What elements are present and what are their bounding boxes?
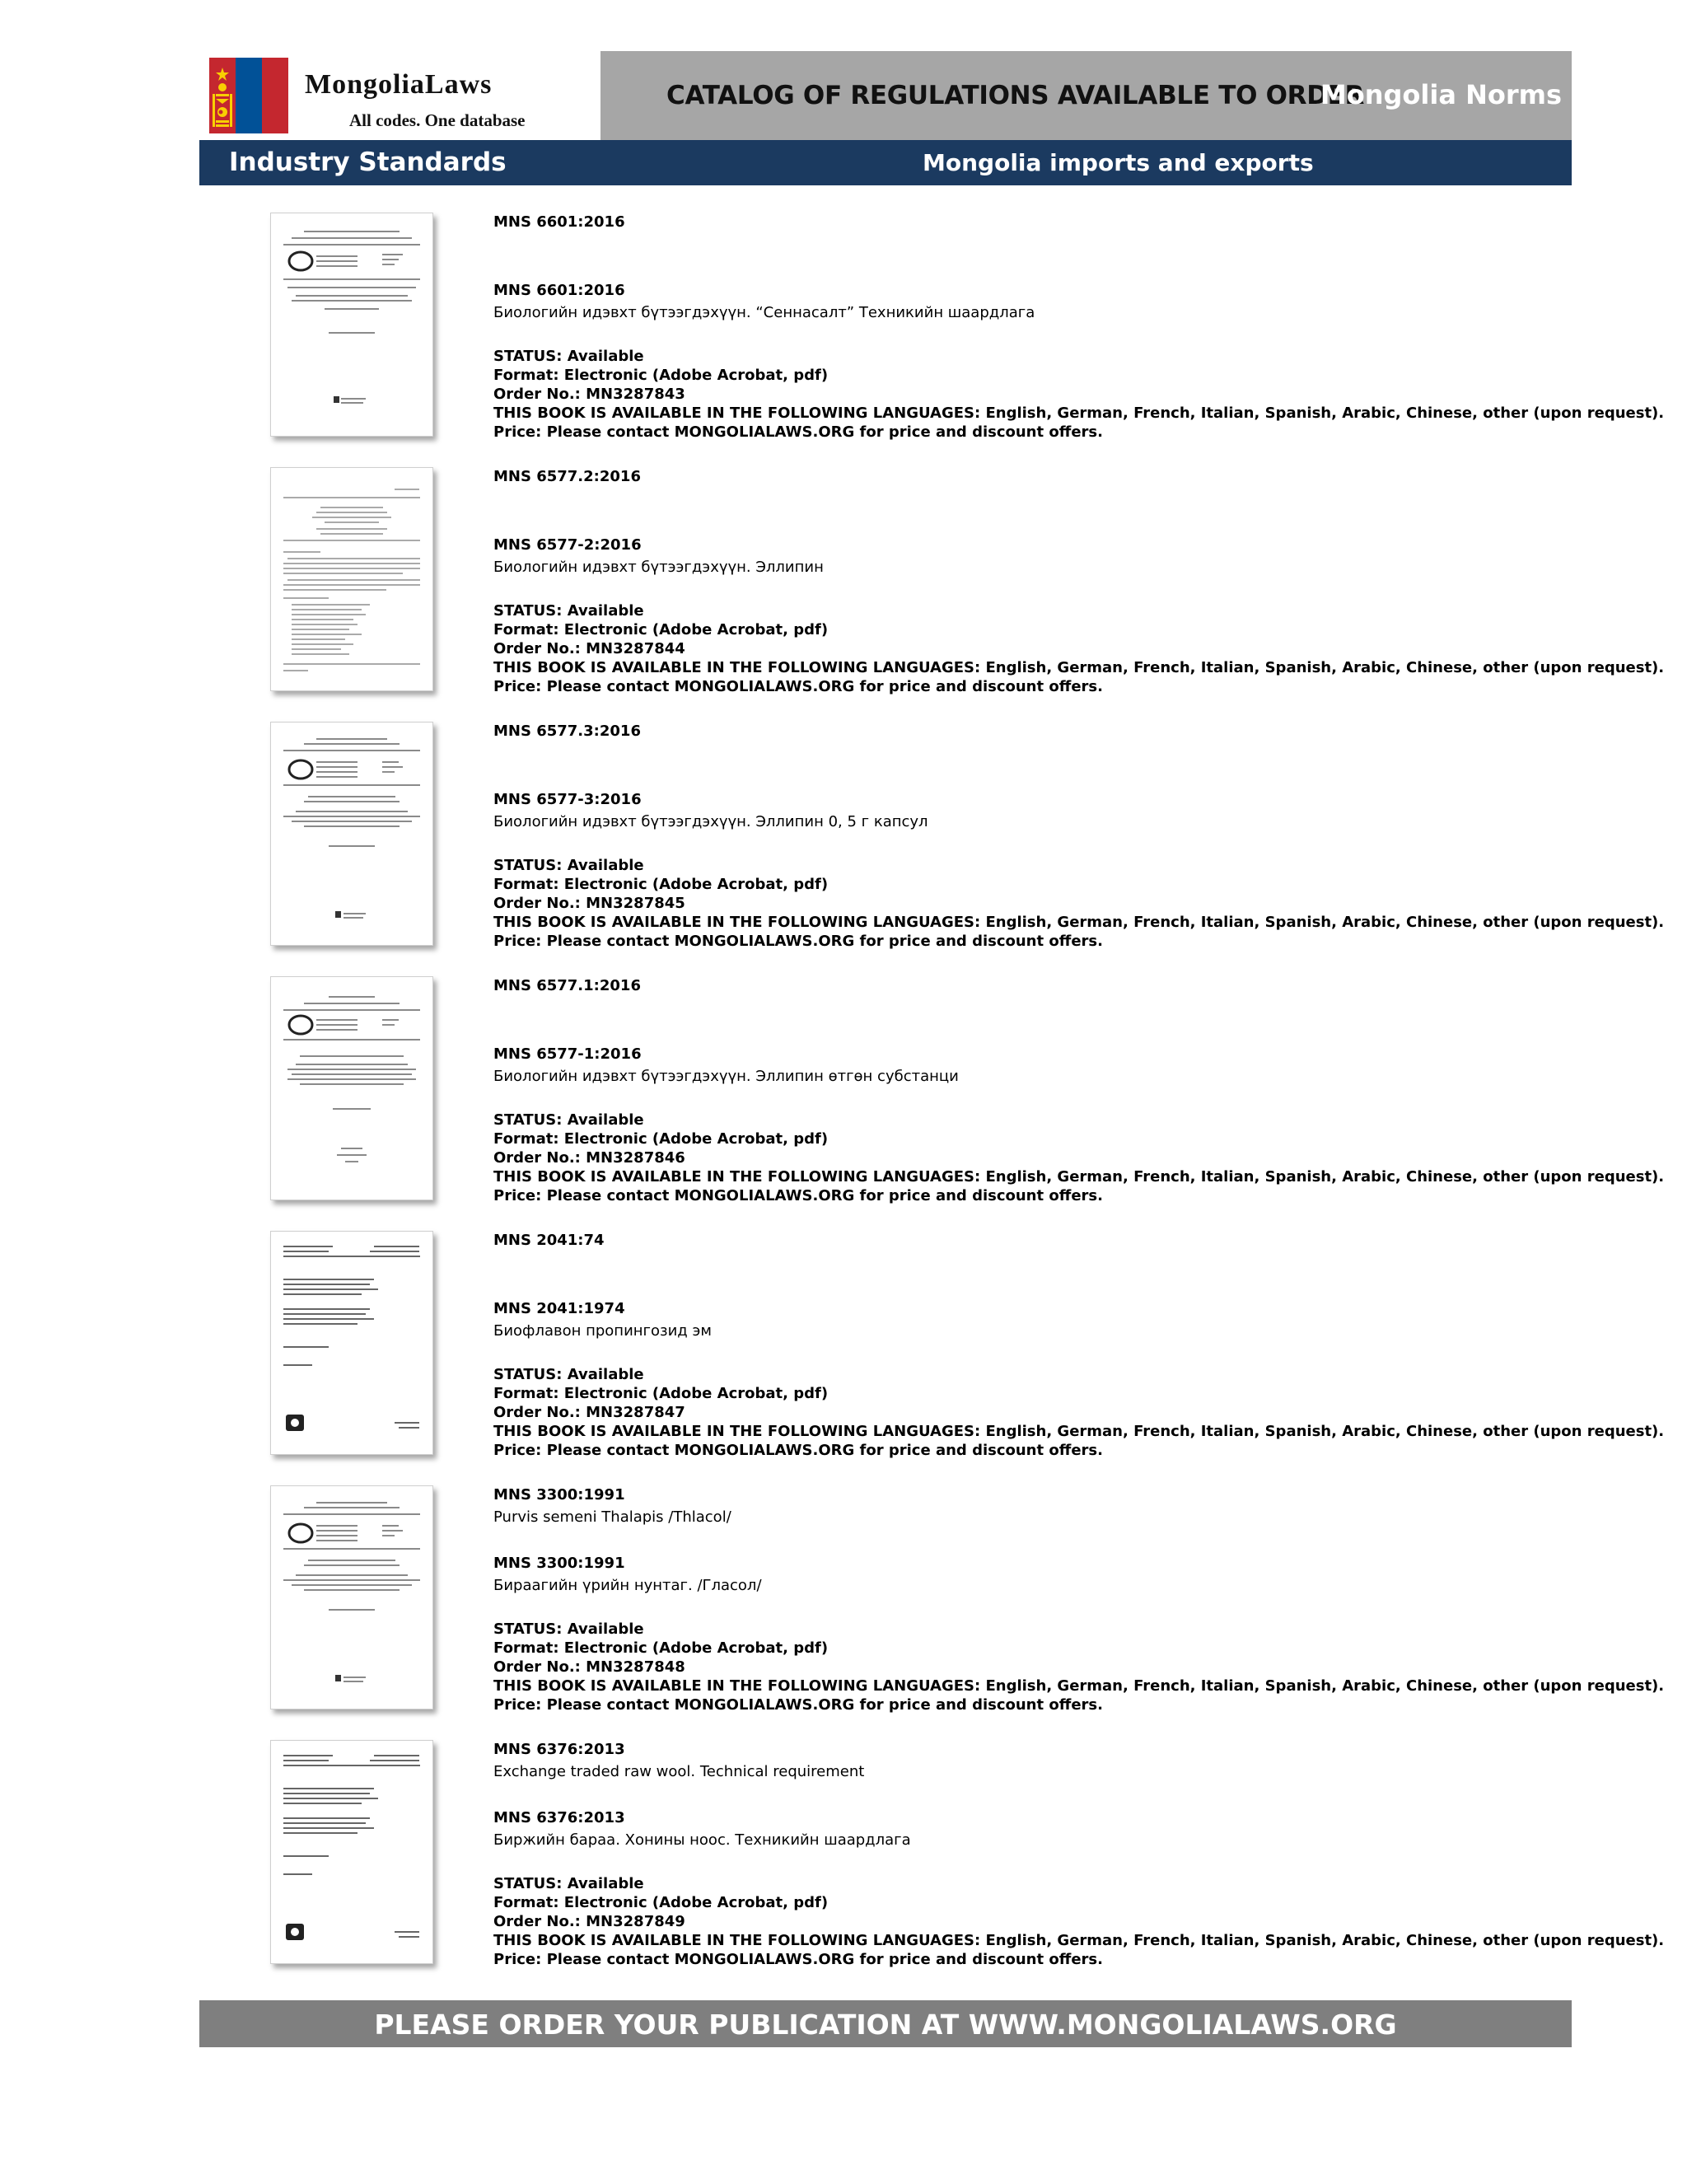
catalog-title: CATALOG OF REGULATIONS AVAILABLE TO ORDER: [666, 81, 1365, 110]
entry-meta: [493, 1874, 1664, 1969]
status-text: STATUS: Available: [493, 1366, 644, 1383]
logo-subtitle: All codes. One database: [349, 110, 526, 130]
entry-meta: [493, 347, 1664, 442]
languages-text: THIS BOOK IS AVAILABLE IN THE FOLLOWING LANGUAGES: English, German, French, Italian, Spanish, Arabic, Chinese, other (upon request).: [493, 1677, 1665, 1695]
status-text: STATUS: Available: [493, 348, 644, 365]
languages-text: THIS BOOK IS AVAILABLE IN THE FOLLOWING LANGUAGES: English, German, French, Italian, Spanish, Arabic, Chinese, other (upon request).: [493, 1932, 1665, 1949]
price-text: Price: Please contact MONGOLIALAWS.ORG for price and discount offers.: [493, 1187, 1103, 1204]
standard-code: MNS 6376:2013: [493, 1741, 625, 1758]
entry-meta: [493, 1365, 1664, 1460]
standard-description: Биологийн идэвхт бүтээгдэхүүн. “Сеннасалт” Техникийн шаардлага: [493, 304, 1035, 321]
order-number: Order No.: MN3287846: [493, 1149, 685, 1167]
standard-code: MNS 2041:74: [493, 1232, 605, 1249]
standard-code-secondary: MNS 6577-2:2016: [493, 536, 642, 554]
order-number: Order No.: MN3287845: [493, 895, 685, 912]
format-text: Format: Electronic (Adobe Acrobat, pdf): [493, 367, 829, 384]
order-number: Order No.: MN3287848: [493, 1658, 685, 1676]
standard-description: Биологийн идэвхт бүтээгдэхүүн. Эллипин өтгөн субстанци: [493, 1068, 959, 1085]
order-number: Order No.: MN3287843: [493, 386, 685, 403]
languages-text: THIS BOOK IS AVAILABLE IN THE FOLLOWING LANGUAGES: English, German, French, Italian, Spanish, Arabic, Chinese, other (upon request).: [493, 659, 1665, 676]
format-text: Format: Electronic (Adobe Acrobat, pdf): [493, 876, 829, 893]
status-text: STATUS: Available: [493, 1620, 644, 1638]
order-number: Order No.: MN3287849: [493, 1913, 685, 1930]
status-text: STATUS: Available: [493, 1875, 644, 1892]
entry-meta: [493, 856, 1664, 951]
standard-code-secondary: MNS 6577-1:2016: [493, 1045, 642, 1063]
standard-code: MNS 6577.2:2016: [493, 468, 641, 485]
order-number: Order No.: MN3287844: [493, 640, 685, 657]
order-footer-banner[interactable]: [199, 2000, 1572, 2047]
price-text: Price: Please contact MONGOLIALAWS.ORG for price and discount offers.: [493, 1951, 1103, 1968]
brand-right: Mongolia Norms: [1320, 79, 1562, 110]
standard-subtitle: Purvis semeni Thalapis /Thlacol/: [493, 1508, 731, 1526]
entry-meta: [493, 601, 1664, 696]
standard-code: MNS 6601:2016: [493, 213, 625, 231]
document-page-icon: [271, 1486, 432, 1709]
document-cover-thumbnail[interactable]: [270, 467, 433, 691]
status-text: STATUS: Available: [493, 857, 644, 874]
languages-text: THIS BOOK IS AVAILABLE IN THE FOLLOWING LANGUAGES: English, German, French, Italian, Spanish, Arabic, Chinese, other (upon request).: [493, 1168, 1665, 1186]
standard-code-secondary: MNS 6577-3:2016: [493, 791, 642, 808]
price-text: Price: Please contact MONGOLIALAWS.ORG for price and discount offers.: [493, 1696, 1103, 1714]
category-label: Industry Standards: [229, 147, 507, 177]
languages-text: THIS BOOK IS AVAILABLE IN THE FOLLOWING LANGUAGES: English, German, French, Italian, Spanish, Arabic, Chinese, other (upon request).: [493, 1423, 1665, 1440]
list-item: [0, 1485, 1687, 1733]
standard-code-secondary: MNS 6601:2016: [493, 282, 625, 299]
format-text: Format: Electronic (Adobe Acrobat, pdf): [493, 621, 829, 638]
logo-title: MongoliaLaws: [305, 69, 493, 100]
languages-text: THIS BOOK IS AVAILABLE IN THE FOLLOWING LANGUAGES: English, German, French, Italian, Spanish, Arabic, Chinese, other (upon request).: [493, 405, 1665, 422]
standard-code-secondary: MNS 2041:1974: [493, 1300, 625, 1317]
price-text: Price: Please contact MONGOLIALAWS.ORG for price and discount offers.: [493, 1442, 1103, 1459]
document-page-icon: [271, 1232, 432, 1454]
price-text: Price: Please contact MONGOLIALAWS.ORG for price and discount offers.: [493, 678, 1103, 695]
document-cover-thumbnail[interactable]: [270, 1740, 433, 1964]
price-text: Price: Please contact MONGOLIALAWS.ORG for price and discount offers.: [493, 423, 1103, 441]
document-page-icon: [271, 1741, 432, 1963]
entry-meta: [493, 1111, 1664, 1205]
entry-meta: [493, 1620, 1664, 1714]
standard-code-secondary: MNS 3300:1991: [493, 1555, 625, 1572]
order-number: Order No.: MN3287847: [493, 1404, 685, 1421]
standard-code: MNS 6577.3:2016: [493, 723, 641, 740]
document-cover-thumbnail[interactable]: [270, 1485, 433, 1709]
document-cover-thumbnail[interactable]: [270, 722, 433, 946]
standard-code: MNS 3300:1991: [493, 1486, 625, 1504]
page-header: [199, 51, 1572, 140]
document-page-icon: [271, 213, 432, 436]
document-cover-thumbnail[interactable]: [270, 1231, 433, 1455]
list-item: [0, 722, 1687, 969]
mongolia-flag-icon: [209, 58, 288, 133]
document-page-icon: [271, 723, 432, 945]
standard-description: Биржийн бараа. Хонины ноос. Техникийн шаардлага: [493, 1831, 911, 1849]
logo-block: [199, 51, 600, 140]
format-text: Format: Electronic (Adobe Acrobat, pdf): [493, 1385, 829, 1402]
footer-text[interactable]: PLEASE ORDER YOUR PUBLICATION AT WWW.MONGOLIALAWS.ORG: [374, 2009, 1397, 2041]
document-cover-thumbnail[interactable]: [270, 213, 433, 437]
document-page-icon: [271, 977, 432, 1200]
standard-subtitle: Exchange traded raw wool. Technical requirement: [493, 1763, 865, 1780]
format-text: Format: Electronic (Adobe Acrobat, pdf): [493, 1130, 829, 1148]
standard-code: MNS 6577.1:2016: [493, 977, 641, 994]
languages-text: THIS BOOK IS AVAILABLE IN THE FOLLOWING LANGUAGES: English, German, French, Italian, Spanish, Arabic, Chinese, other (upon request).: [493, 914, 1665, 931]
standard-code-secondary: MNS 6376:2013: [493, 1809, 625, 1826]
status-text: STATUS: Available: [493, 602, 644, 620]
standard-description: Биологийн идэвхт бүтээгдэхүүн. Эллипин 0, 5 г капсул: [493, 813, 928, 830]
header-title-block: [600, 51, 1572, 140]
subcategory-label: Mongolia imports and exports: [923, 149, 1314, 176]
standard-description: Бираагийн үрийн нунтаг. /Гласол/: [493, 1577, 762, 1594]
list-item: [0, 467, 1687, 714]
document-cover-thumbnail[interactable]: [270, 976, 433, 1200]
document-page-icon: [271, 468, 432, 690]
list-item: [0, 1231, 1687, 1478]
category-bar: [199, 140, 1572, 185]
format-text: Format: Electronic (Adobe Acrobat, pdf): [493, 1894, 829, 1911]
list-item: [0, 976, 1687, 1223]
status-text: STATUS: Available: [493, 1111, 644, 1129]
list-item: [0, 1740, 1687, 1987]
standard-description: Биофлавон пропингозид эм: [493, 1322, 712, 1340]
price-text: Price: Please contact MONGOLIALAWS.ORG for price and discount offers.: [493, 933, 1103, 950]
format-text: Format: Electronic (Adobe Acrobat, pdf): [493, 1639, 829, 1657]
list-item: [0, 213, 1687, 460]
standard-description: Биологийн идэвхт бүтээгдэхүүн. Эллипин: [493, 559, 824, 576]
